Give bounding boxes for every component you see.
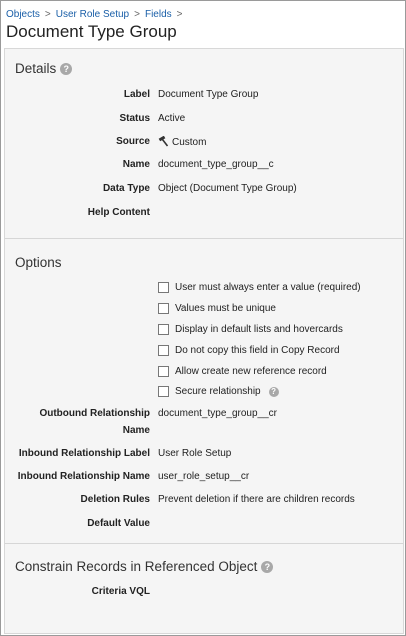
name-field-value: document_type_group__c xyxy=(158,159,274,170)
deletion-rules-value: Prevent deletion if there are children records xyxy=(158,494,355,505)
name-field-label: Name xyxy=(122,159,150,170)
option-allow-create[interactable] xyxy=(158,366,327,377)
label-field-label: Label xyxy=(123,89,150,100)
option-display-default[interactable] xyxy=(158,324,343,335)
help-content-field-label: Help Content xyxy=(87,207,150,218)
default-value-label: Default Value xyxy=(87,518,150,529)
required-checkbox-label: User must always enter a value (required) xyxy=(175,282,361,293)
option-secure[interactable] xyxy=(158,386,279,397)
data-type-field-label: Data Type xyxy=(102,183,150,194)
required-checkbox[interactable] xyxy=(158,282,169,293)
option-required[interactable] xyxy=(158,282,361,293)
do-not-copy-checkbox-label: Do not copy this field in Copy Record xyxy=(175,345,340,356)
allow-create-checkbox-label: Allow create new reference record xyxy=(175,366,327,377)
deletion-rules-label: Deletion Rules xyxy=(80,494,150,505)
criteria-vql-label: Criteria VQL xyxy=(91,586,150,597)
breadcrumb-separator: > xyxy=(176,9,183,20)
label-field-value: Document Type Group xyxy=(158,89,259,100)
help-icon[interactable]: ? xyxy=(261,561,273,573)
option-unique[interactable] xyxy=(158,303,276,314)
breadcrumb xyxy=(6,9,188,20)
data-type-field-value: Object (Document Type Group) xyxy=(158,183,297,194)
inbound-name-value: user_role_setup__cr xyxy=(158,471,250,482)
unique-checkbox-label: Values must be unique xyxy=(175,303,276,314)
inbound-name-label: Inbound Relationship Name xyxy=(17,471,150,482)
source-field-label: Source xyxy=(116,136,150,147)
breadcrumb-fields[interactable]: Fields xyxy=(144,9,172,20)
outbound-name-label-line1: Outbound Relationship xyxy=(39,408,150,419)
breadcrumb-separator: > xyxy=(134,9,140,20)
constrain-section-title xyxy=(15,559,273,574)
help-icon[interactable]: ? xyxy=(269,387,279,397)
allow-create-checkbox[interactable] xyxy=(158,366,169,377)
outbound-name-label-line2: Name xyxy=(122,425,150,436)
inbound-label-label: Inbound Relationship Label xyxy=(18,448,150,459)
options-section-title: Options xyxy=(15,255,62,270)
constrain-title: Constrain Records in Referenced Object xyxy=(15,559,258,574)
option-do-not-copy[interactable] xyxy=(158,345,340,356)
outbound-name-value: document_type_group__cr xyxy=(158,408,277,419)
status-field-value: Active xyxy=(158,113,186,124)
do-not-copy-checkbox[interactable] xyxy=(158,345,169,356)
inbound-label-value: User Role Setup xyxy=(158,448,232,459)
breadcrumb-separator: > xyxy=(44,9,51,20)
display-default-checkbox[interactable] xyxy=(158,324,169,335)
secure-checkbox-label: Secure relationship xyxy=(175,386,261,397)
section-divider xyxy=(5,238,403,239)
breadcrumb-objects[interactable]: Objects xyxy=(6,9,40,20)
source-field-value xyxy=(158,136,206,150)
status-field-label: Status xyxy=(119,113,150,124)
details-title: Details xyxy=(15,61,57,76)
page-header xyxy=(1,1,405,45)
detail-panel xyxy=(4,48,404,634)
unique-checkbox[interactable] xyxy=(158,303,169,314)
secure-checkbox[interactable] xyxy=(158,386,169,397)
display-default-checkbox-label: Display in default lists and hovercards xyxy=(175,324,343,335)
details-section-title xyxy=(15,61,72,76)
page-title: Document Type Group xyxy=(6,22,177,41)
section-divider xyxy=(5,543,403,544)
source-value-text: Custom xyxy=(172,137,207,148)
breadcrumb-user-role-setup[interactable]: User Role Setup xyxy=(55,9,130,20)
help-icon[interactable]: ? xyxy=(60,63,72,75)
hammer-icon xyxy=(158,136,169,150)
